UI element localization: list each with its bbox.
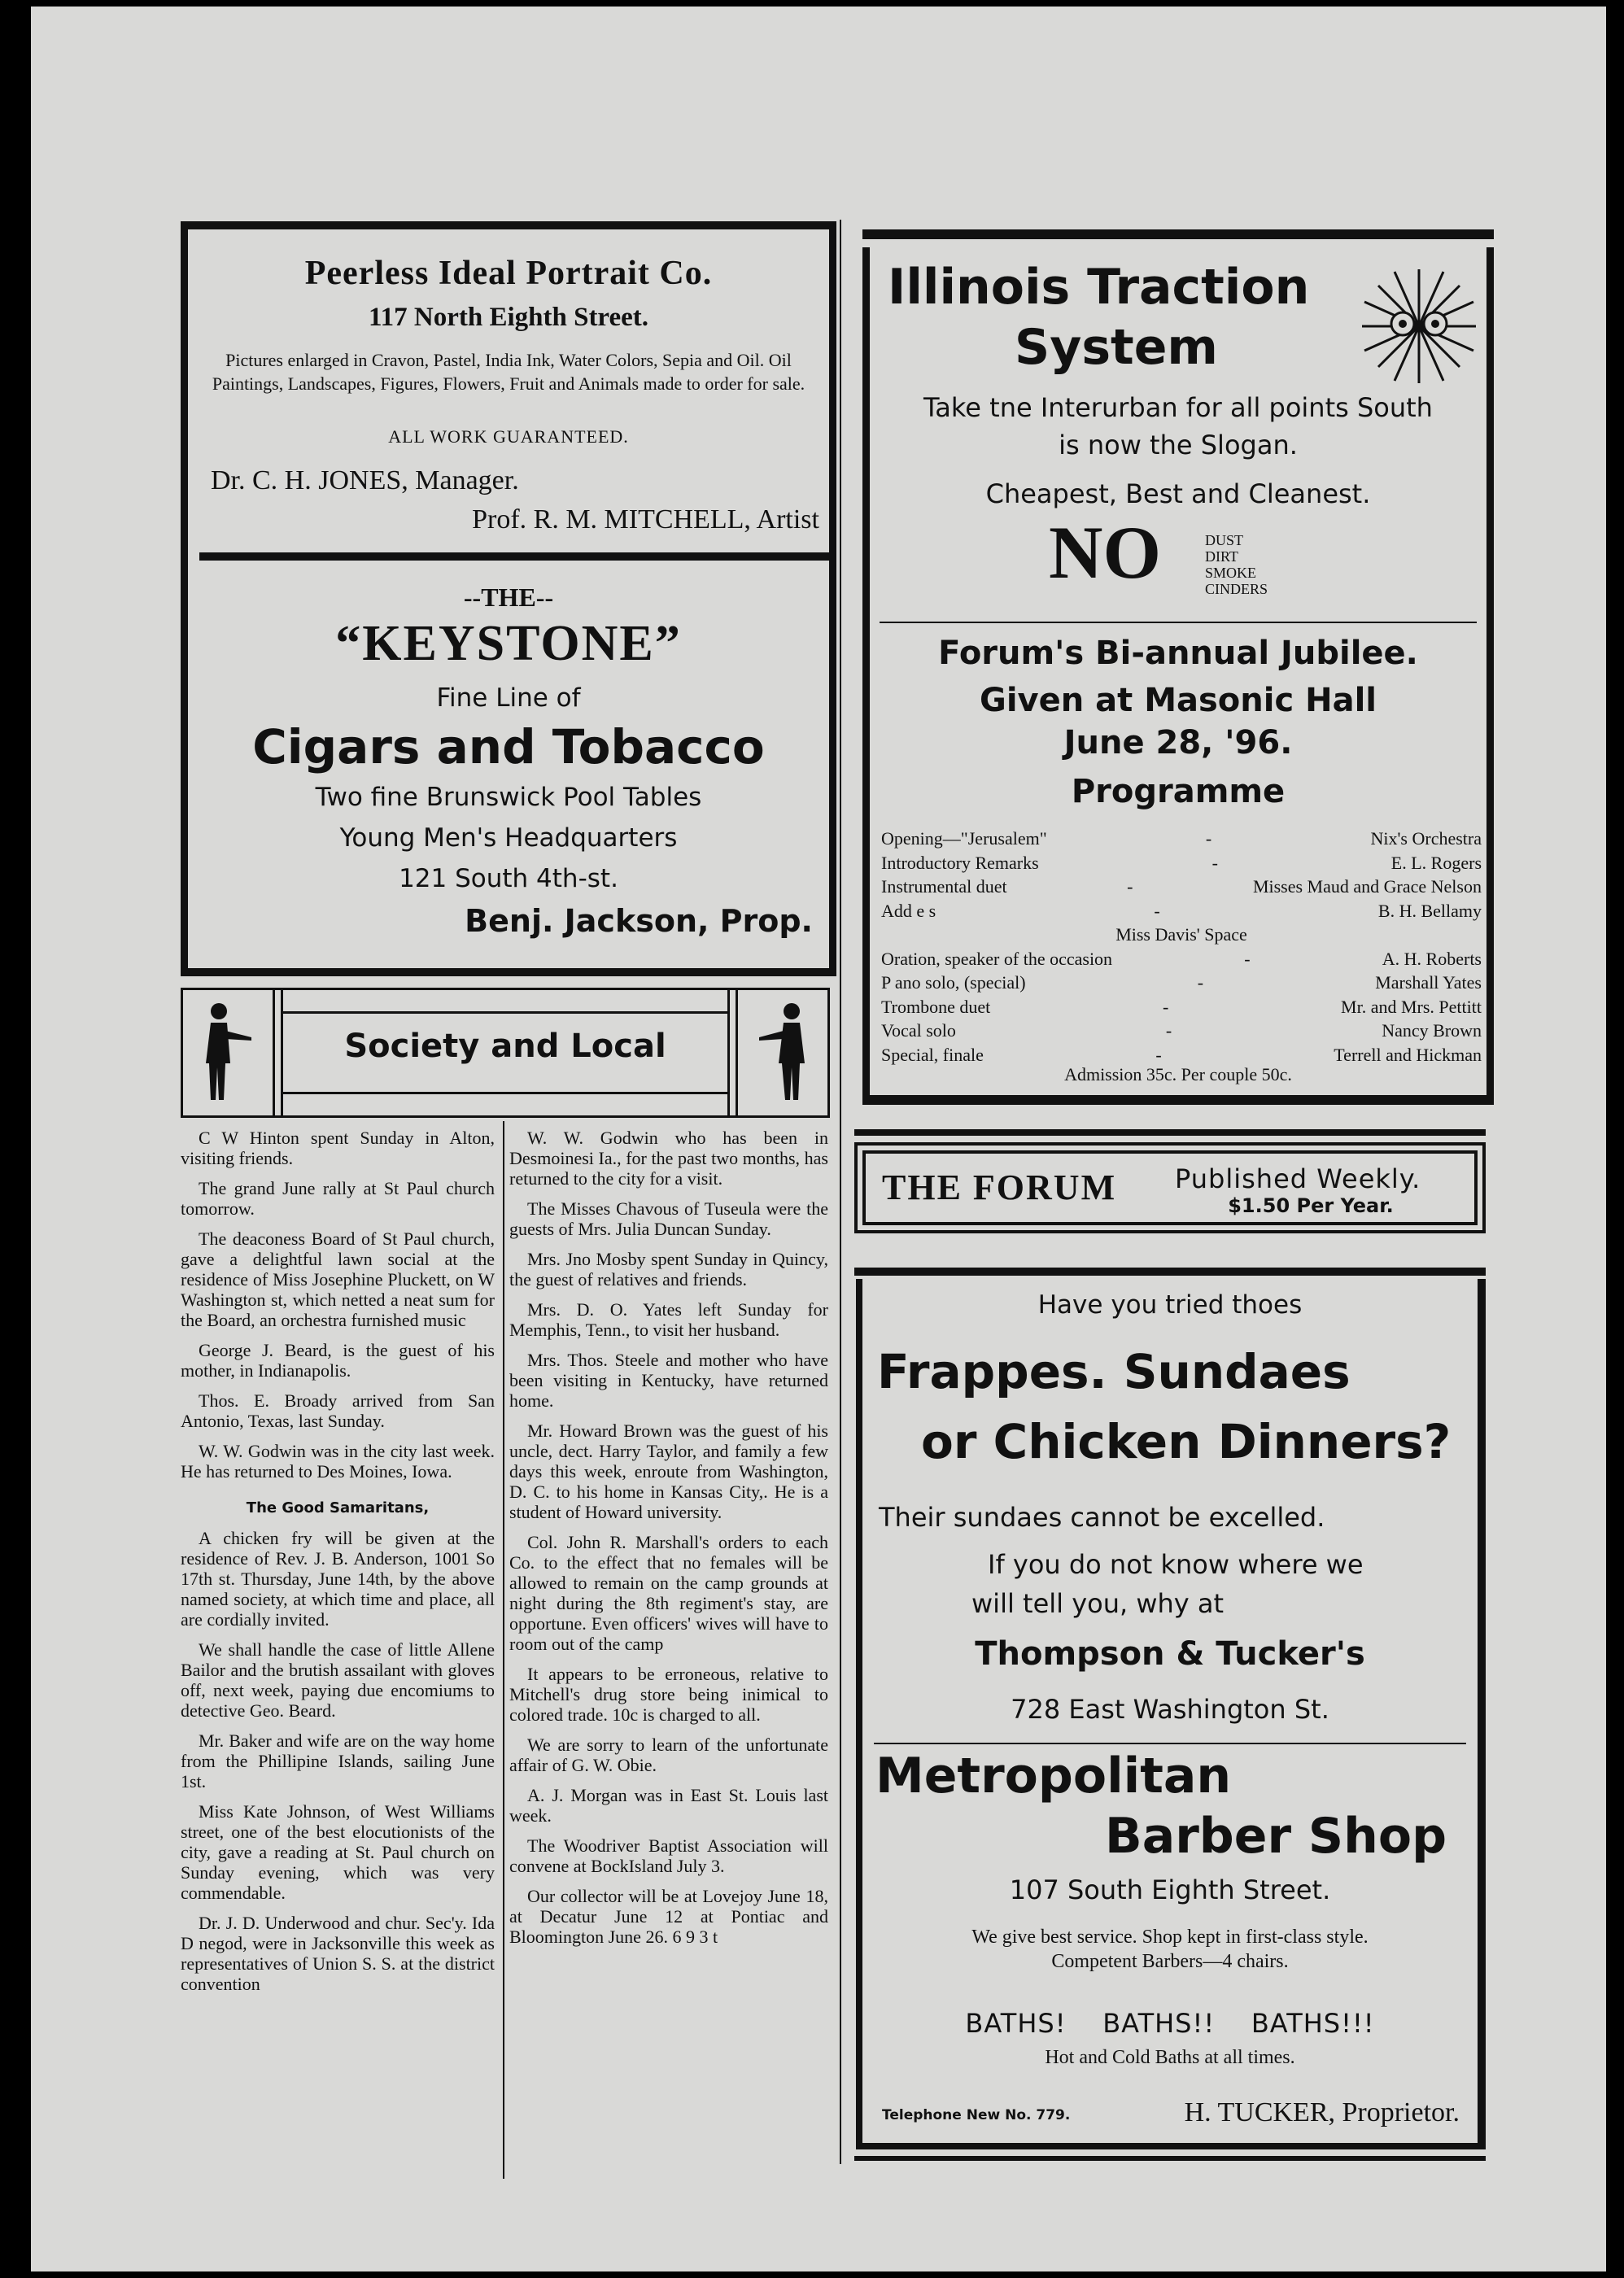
keystone-pre: --THE--	[463, 583, 554, 612]
news-item: We are sorry to learn of the unfortunate affair of G. W. Obie.	[509, 1735, 828, 1775]
programme-mid: -	[1211, 852, 1218, 873]
news-item: The Woodriver Baptist Association will convene at BockIsland July 3.	[509, 1835, 828, 1876]
news-item: We shall handle the case of little Allene Bailor and the brutish assailant with gloves off, next week, paying due encomiums to detective Geo. Beard.	[181, 1639, 495, 1721]
programme-who: Terrell and Hickman	[1334, 1044, 1482, 1065]
programme-who: E. L. Rogers	[1390, 852, 1482, 873]
frappes-ad	[856, 1279, 1486, 2149]
programme-row	[881, 875, 1482, 899]
programme-mid: Miss Davis' Space	[1115, 924, 1247, 945]
news-item: Mrs. Jno Mosby spent Sunday in Quincy, the guest of relatives and friends.	[509, 1249, 828, 1290]
traction-title-2: System	[1015, 319, 1218, 376]
programme-row	[881, 1043, 1482, 1067]
column-divider	[840, 220, 841, 2164]
keystone-line2: Two fine Brunswick Pool Tables	[315, 783, 702, 812]
peerless-ad	[181, 221, 836, 976]
programme-who: Nancy Brown	[1382, 1020, 1482, 1041]
programme-item: Instrumental duet	[881, 876, 1007, 897]
traction-ad	[862, 247, 1494, 1105]
peerless-description: Pictures enlarged in Cravon, Pastel, India Ink, Water Colors, Sepia and Oil. Oil Paintings, Landscapes, Figures, Flowers, Fruit and Animals made to order for sale.	[212, 350, 805, 394]
news-item: The deaconess Board of St Paul church, gave a delightful lawn social at the residence of Miss Josephine Pluckett, on W Washington st, which netted a neat sum for the Board, an orchestra furnished music	[181, 1228, 495, 1330]
news-item: The Misses Chavous of Tuseula were the guests of Mrs. Julia Duncan Sunday.	[509, 1198, 828, 1239]
barber-hot-cold: Hot and Cold Baths at all times.	[1045, 2047, 1295, 2068]
news-item: The grand June rally at St Paul church tomorrow.	[181, 1178, 495, 1219]
programme-row	[881, 923, 1482, 947]
peerless-manager: Dr. C. H. JONES, Manager.	[211, 465, 519, 495]
peerless-guarantee: ALL WORK GUARANTEED.	[388, 426, 629, 447]
forum-name: THE FORUM	[882, 1167, 1117, 1207]
traction-top-rule	[862, 229, 1494, 239]
programme-who: B. H. Bellamy	[1377, 900, 1482, 921]
programme-mid: -	[1205, 828, 1212, 849]
waiter-left-icon	[194, 998, 260, 1108]
news-item: W. W. Godwin was in the city last week. He has returned to Des Moines, Iowa.	[181, 1441, 495, 1482]
frappes-address: 728 East Washington St.	[1011, 1694, 1329, 1725]
society-banner	[181, 988, 830, 1118]
programme-item: Opening—"Jerusalem"	[881, 828, 1047, 849]
traction-title-1: Illinois Traction	[888, 259, 1310, 316]
news-item: Mrs. Thos. Steele and mother who have been visiting in Kentucky, have returned home.	[509, 1350, 828, 1411]
news-item: Thos. E. Broady arrived from San Antonio, Texas, last Sunday.	[181, 1390, 495, 1431]
programme-who: Nix's Orchestra	[1370, 828, 1482, 849]
programme-item: Add e s	[881, 900, 936, 921]
frappes-where: If you do not know where we	[988, 1549, 1364, 1580]
barber-title-1: Metropolitan	[875, 1748, 1232, 1805]
programme-row	[881, 995, 1482, 1019]
waiter-right-icon	[751, 998, 816, 1108]
programme-mid: -	[1197, 972, 1204, 993]
news-item: Mrs. D. O. Yates left Sunday for Memphis, Tenn., to visit her husband.	[509, 1299, 828, 1340]
frappes-excelled: Their sundaes cannot be excelled.	[879, 1502, 1325, 1533]
jubilee-title: Forum's Bi-annual Jubilee.	[938, 635, 1418, 672]
programme-mid: -	[1127, 876, 1133, 897]
programme-item: Vocal solo	[881, 1020, 956, 1041]
news-item: Mr. Baker and wife are on the way home from the Phillipine Islands, sailing June 1st.	[181, 1730, 495, 1791]
programme-row	[881, 947, 1482, 971]
programme-item: Special, finale	[881, 1044, 984, 1065]
programme-who: Marshall Yates	[1375, 972, 1482, 993]
news-item: C W Hinton spent Sunday in Alton, visiting friends.	[181, 1128, 495, 1168]
jubilee-venue: Given at Masonic Hall	[980, 682, 1377, 719]
programme-row	[881, 971, 1482, 995]
frappes-headline-2: or Chicken Dinners?	[921, 1414, 1452, 1469]
traction-slogan-2: is now the Slogan.	[1059, 430, 1298, 460]
forum-box	[854, 1142, 1486, 1233]
keystone-line3: Young Men's Headquarters	[339, 823, 678, 853]
programme-mid: -	[1244, 948, 1251, 969]
programme-row	[881, 1019, 1482, 1043]
news-item: Our collector will be at Lovejoy June 18, at Decatur June 12 at Pontiac and Bloomington June 26. 6 9 3 t	[509, 1886, 828, 1947]
barber-proprietor: H. TUCKER, Proprietor.	[1184, 2097, 1460, 2127]
programme-item: Introductory Remarks	[881, 852, 1039, 873]
programme-row	[881, 899, 1482, 923]
news-item: A. J. Morgan was in East St. Louis last week.	[509, 1785, 828, 1826]
news-item: It appears to be erroneous, relative to Mitchell's drug store being inimical to colored trade. 10c is charged to all.	[509, 1664, 828, 1725]
programme-mid: -	[1154, 900, 1160, 921]
programme-item: Oration, speaker of the occasion	[881, 948, 1113, 969]
keystone-prop: Benj. Jackson, Prop.	[465, 903, 813, 939]
forum-published: Published Weekly.	[1175, 1163, 1421, 1194]
barber-barbers: Competent Barbers—4 chairs.	[1051, 1951, 1289, 1972]
news-item: A chicken fry will be given at the residence of Rev. J. B. Anderson, 1001 So 17th st. Thursday, June 14th, by the above named society, at which time and place, all are cordially invited.	[181, 1528, 495, 1630]
news-item: George J. Beard, is the guest of his mother, in Indianapolis.	[181, 1340, 495, 1381]
traction-tagline: Cheapest, Best and Cleanest.	[985, 478, 1371, 509]
programme-mid: -	[1155, 1044, 1162, 1065]
frappes-intro: Have you tried thoes	[1037, 1290, 1303, 1320]
programme-item: Trombone duet	[881, 996, 991, 1017]
frappes-headline-1: Frappes. Sundaes	[877, 1344, 1351, 1399]
barber-baths: BATHS! BATHS!! BATHS!!!	[965, 2008, 1375, 2039]
frappes-shop: Thompson & Tucker's	[975, 1635, 1365, 1673]
news-item: W. W. Godwin who has been in Desmoinesi Ia., for the past two months, has returned to the city for a visit.	[509, 1128, 828, 1189]
frappes-tell: will tell you, why at	[971, 1588, 1225, 1619]
barber-phone: Telephone New No. 779.	[882, 2107, 1071, 2123]
society-title: Society and Local	[344, 1028, 666, 1065]
peerless-address: 117 North Eighth Street.	[368, 303, 649, 332]
jubilee-admission: Admission 35c. Per couple 50c.	[1064, 1064, 1292, 1084]
programme-row	[881, 851, 1482, 875]
barber-service: We give best service. Shop kept in first-class style.	[971, 1927, 1369, 1948]
keystone-name: “KEYSTONE”	[335, 616, 682, 671]
keystone-headline: Cigars and Tobacco	[252, 719, 765, 775]
peerless-title: Peerless Ideal Portrait Co.	[304, 255, 713, 292]
traction-no-list: DUST DIRT SMOKE CINDERS	[1205, 532, 1268, 597]
barber-address: 107 South Eighth Street.	[1009, 1874, 1331, 1905]
jubilee-programme: Programme	[1071, 773, 1286, 810]
traction-slogan-1: Take tne Interurban for all points South	[923, 392, 1433, 423]
peerless-rule	[199, 552, 829, 561]
news-column-2	[509, 1128, 828, 1957]
sun-logo-icon	[1358, 265, 1480, 387]
news-item: Miss Kate Johnson, of West Williams street, one of the best elocutionists of the city, gave a reading at St. Paul church on Sunday evening, which was very commendable.	[181, 1801, 495, 1903]
programme-mid: -	[1165, 1020, 1172, 1041]
programme-mid: -	[1162, 996, 1169, 1017]
good-samaritans-heading: The Good Samaritans,	[246, 1499, 430, 1516]
news-item: Mr. Howard Brown was the guest of his uncle, dect. Harry Taylor, and family a few days this week, enroute from Washington, D. C. to his home in Kansas City,. He is a student of Howard university.	[509, 1420, 828, 1522]
programme-who: Mr. and Mrs. Pettitt	[1341, 996, 1482, 1017]
barber-title-2: Barber Shop	[1105, 1808, 1447, 1865]
programme-item: P ano solo, (special)	[881, 972, 1026, 993]
forum-price: $1.50 Per Year.	[1228, 1194, 1394, 1217]
programme-who: A. H. Roberts	[1382, 948, 1482, 969]
news-item: Col. John R. Marshall's orders to each Co. to the effect that no females will be allowed to remain on the camp grounds at night during the 8th regiment's stay, are opportune. Even officers' wives will have to room out of the camp	[509, 1532, 828, 1654]
programme-who: Misses Maud and Grace Nelson	[1252, 876, 1482, 897]
traction-no: NO	[1049, 511, 1161, 594]
news-column-1	[181, 1128, 495, 2004]
news-item: Dr. J. D. Underwood and chur. Sec'y. Ida D negod, were in Jacksonville this week as representatives of Union S. S. at the district convention	[181, 1913, 495, 1994]
programme-row	[881, 827, 1482, 851]
peerless-artist: Prof. R. M. MITCHELL, Artist	[472, 504, 819, 535]
keystone-address: 121 South 4th-st.	[399, 864, 618, 893]
news-column-rule	[503, 1121, 504, 2179]
jubilee-date: June 28, '96.	[1063, 724, 1293, 762]
keystone-line1: Fine Line of	[436, 683, 581, 713]
programme-list	[881, 827, 1482, 1067]
